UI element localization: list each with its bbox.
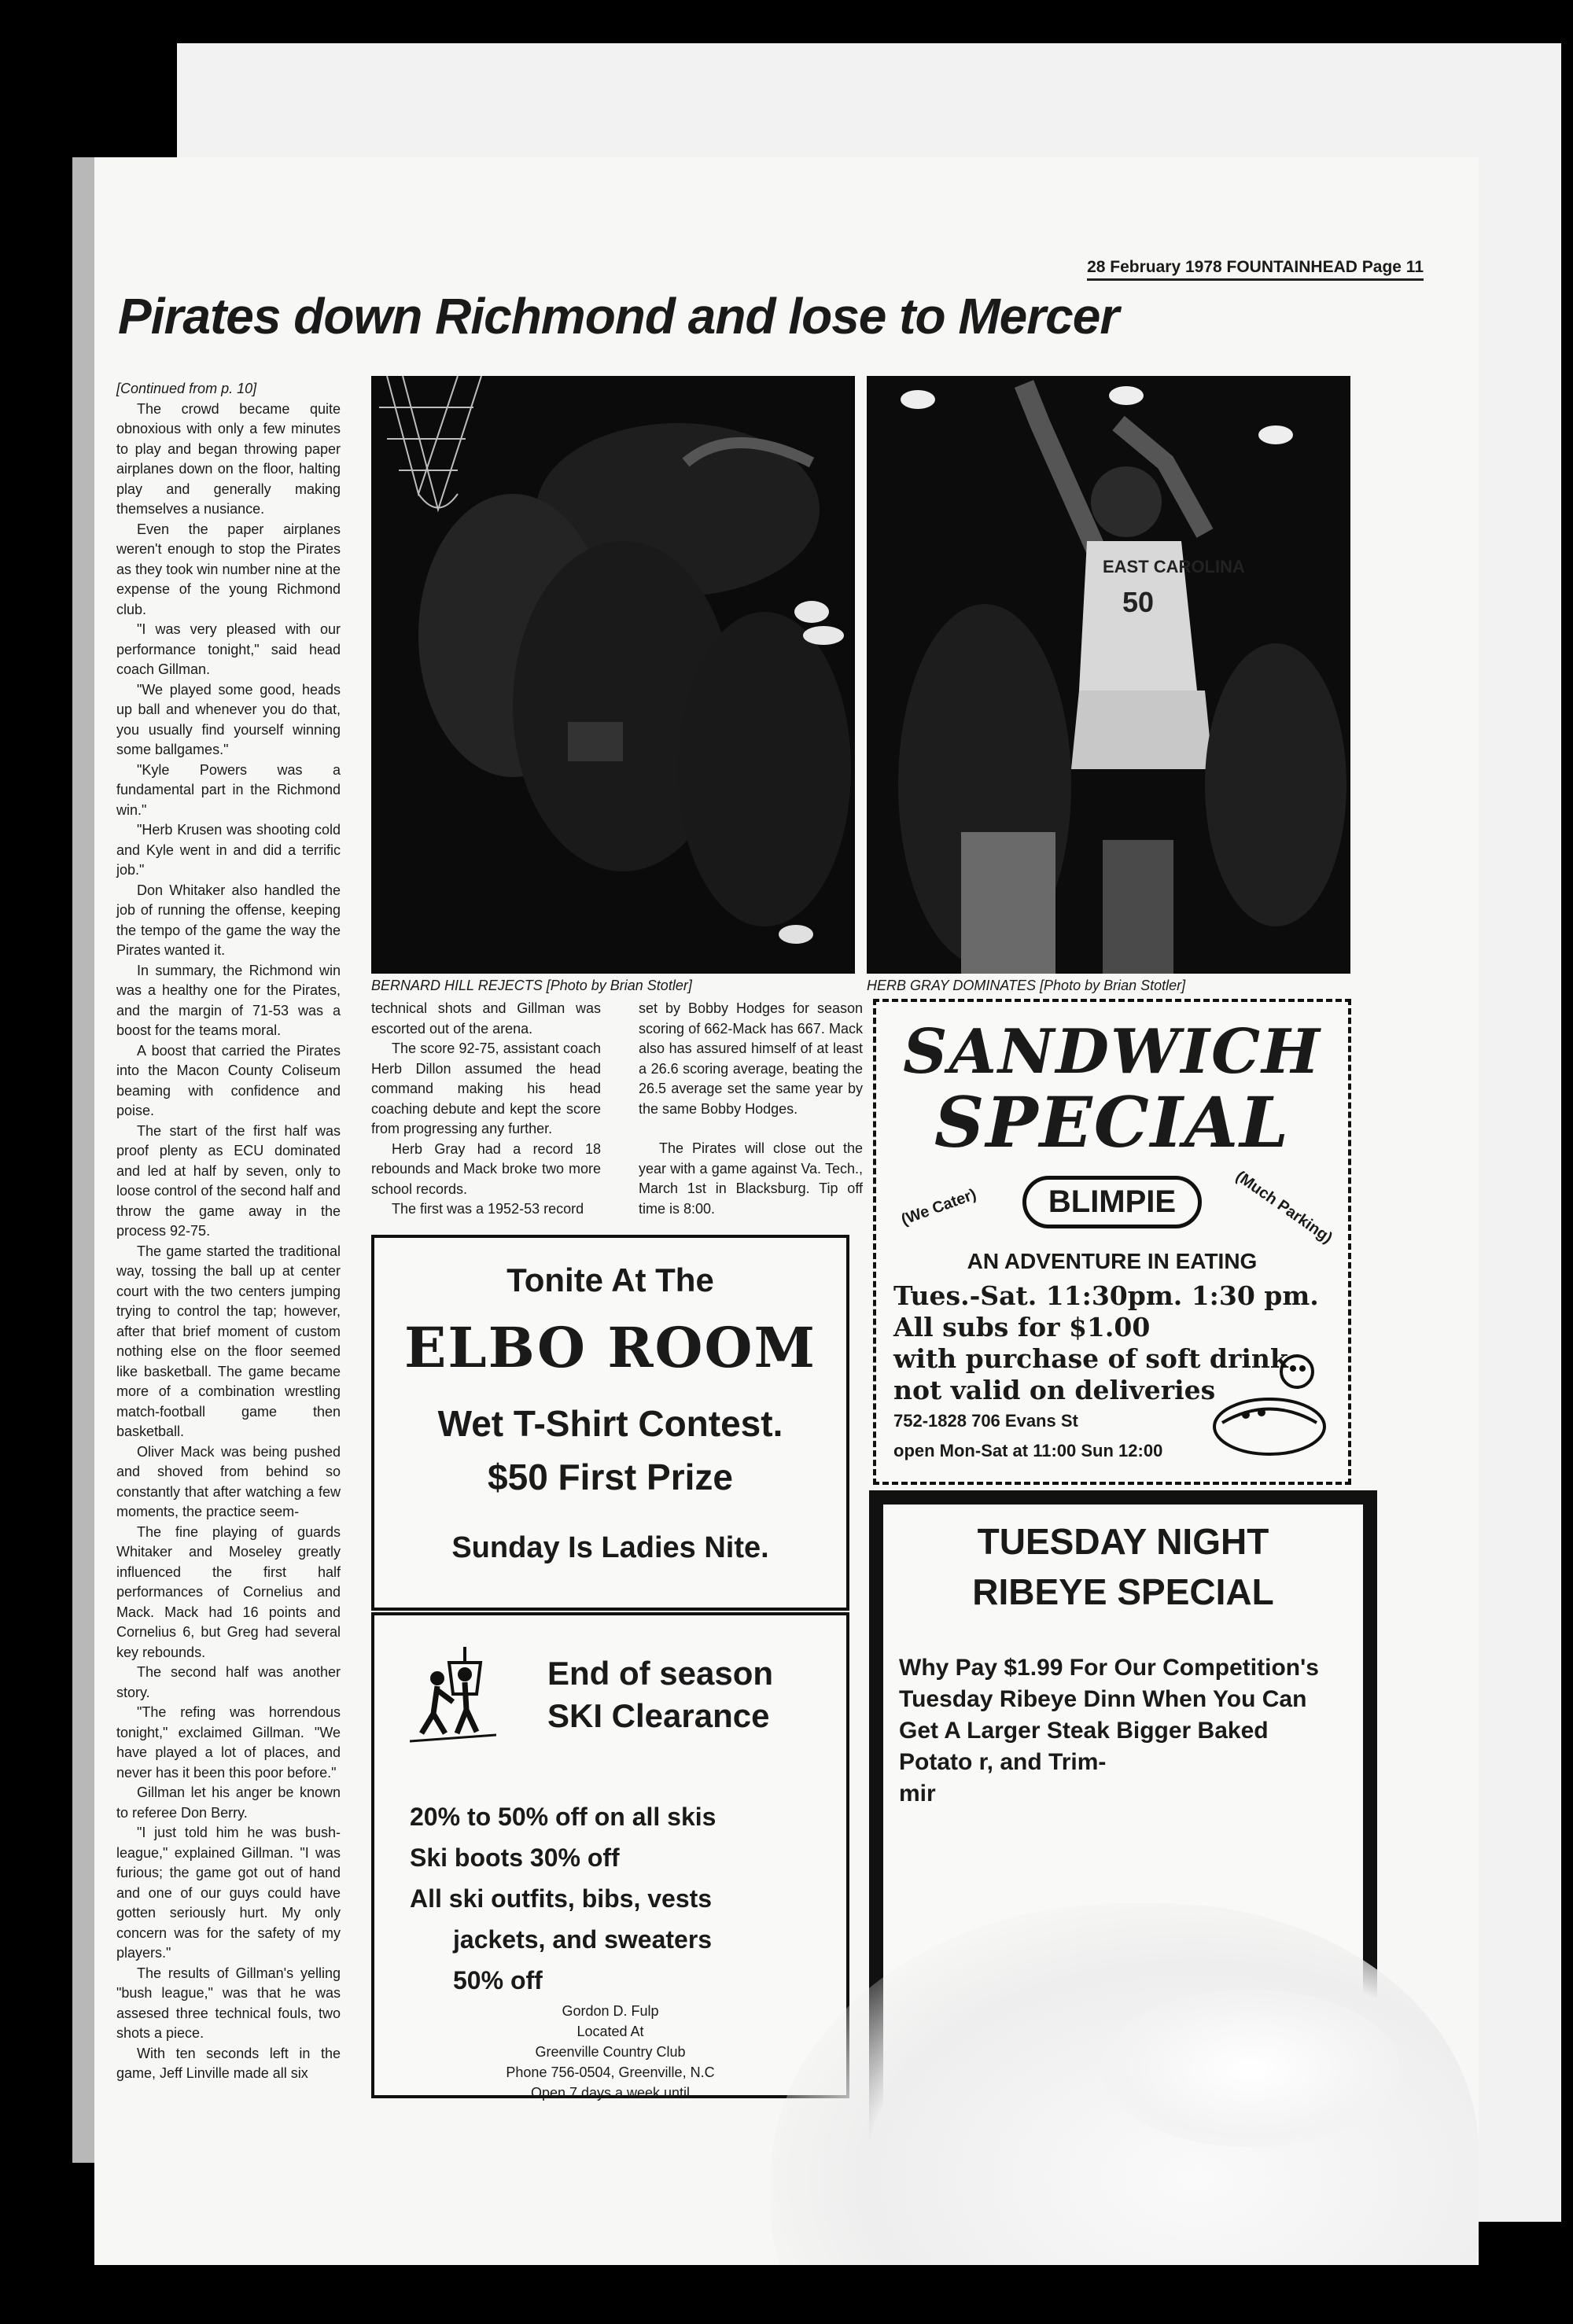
hand-overlay-highlight [1101,1990,1400,2147]
ad-tagline: AN ADVENTURE IN EATING [967,1249,1258,1273]
dateline: 28 February 1978 FOUNTAINHEAD Page 11 [1087,258,1424,281]
paragraph: "Herb Krusen was shooting cold and Kyle went in and did a terrific job." [116,822,341,878]
paragraph: Gillman let his anger be known to referee Don Berry. [116,1784,341,1821]
ad-body: Tuesday Ribeye Dinn When You Can [899,1686,1307,1712]
page-edge [72,157,94,2163]
ad-contact: Greenville Country Club [535,2044,686,2060]
ad-offer: with purchase of soft drink [893,1343,1288,1374]
photo-caption-left: BERNARD HILL REJECTS [Photo by Brian Stotler] [371,978,692,993]
ad-item: 20% to 50% off on all skis [410,1803,717,1831]
ad-body: mir [899,1781,936,1807]
ad-line: Sunday Is Ladies Nite. [451,1531,769,1564]
paragraph: The first was a 1952-53 record [392,1201,584,1217]
jersey-text: EAST CAROLINA [1103,557,1245,576]
ski-lift-icon [410,1647,496,1749]
ad-contact: Phone 756-0504, Greenville, N.C [506,2064,715,2080]
basketball-photo-left [371,376,855,974]
ad-offer: All subs for $1.00 [893,1312,1151,1342]
paragraph: Don Whitaker also handled the job of running the offense, keeping the tempo of the game the way the Pirates wanted it. [116,882,341,958]
page-title: Pirates down Richmond and lose to Mercer [118,288,1119,344]
jersey-number: 50 [1122,586,1155,618]
ad-line: $50 First Prize [488,1457,733,1497]
ad-body: Get A Larger Steak Bigger Baked [899,1718,1269,1744]
paragraph: The crowd became quite obnoxious with only a few minutes to play and began throwing paper airplanes down on the floor, halting play and generally making themselves a nusiance. [116,400,341,517]
paragraph: The results of Gillman's yelling "bush league," was that he was assesed three technical fouls, two shots a piece. [116,1965,341,2041]
ad-tag: (Much Parking) [1232,1167,1335,1247]
paragraph: "The refing was horrendous tonight," exclaimed Gillman. "We have played a lot of places, and never has it been this poor before." [116,1704,341,1781]
paragraph: Oliver Mack was being pushed and shoved from behind so constantly that after watching a few moments, the practice seem- [116,1443,341,1519]
ski-clearance-ad [371,1612,849,2101]
paragraph: The second half was another story. [116,1664,341,1700]
paragraph: Even the paper airplanes weren't enough to stop the Pirates as they took win number nine at the expense of the young Richmond club. [116,521,341,617]
ad-title: SKI Clearance [547,1697,770,1734]
paragraph: A boost that carried the Pirates into the Macon County Coliseum beaming with confidence and poise. [116,1042,341,1118]
sandwich-special-ad [873,999,1351,1485]
paragraph: The start of the first half was proof plenty as ECU dominated and led at half by seven, only to loose control of the second half and throw the game away in the process 92-75. [116,1122,341,1239]
ad-body: Potato r, and Trim- [899,1749,1107,1775]
venue-logo: ELBO ROOM [404,1315,816,1380]
paragraph: technical shots and Gillman was escorted out of the arena. [371,1000,601,1037]
article-column-2 [371,999,601,1220]
basketball-photo-right [867,376,1350,974]
ad-title: RIBEYE SPECIAL [972,1571,1274,1612]
ad-hours: Tues.-Sat. 11:30pm. 1:30 pm. [893,1280,1319,1311]
ad-tag: (We Cater) [899,1185,979,1229]
paragraph: "I just told him he was bush-league," explained Gillman. "I was furious; the game got out of hand and one of our guys could have gotten seriously hurt. My only concern was for the safety of my players." [116,1825,341,1961]
paragraph: In summary, the Richmond win was a healthy one for the Pirates, and the margin of 71-53 was a boost for the teams moral. [116,962,341,1038]
ad-item: All ski outfits, bibs, vests [410,1884,713,1913]
paragraph: set by Bobby Hodges for season scoring of 662-Mack has 667. Mack also has assured himself of at least a 26.6 scoring average, beating the 26.5 average set the same year by the same Bobby Hodges. [639,1000,863,1117]
ad-line: Wet T-Shirt Contest. [437,1403,783,1444]
article-column-3 [639,999,863,1219]
paragraph: Herb Gray had a record 18 rebounds and Mack broke two more school records. [371,1140,601,1197]
photo-herb-gray [867,376,1350,974]
paragraph: The score 92-75, assistant coach Herb Dillon assumed the head command making his head coaching debute and kept the score from progressing any further. [371,1040,601,1136]
ad-item: Ski boots 30% off [410,1843,620,1872]
paragraph: The game started the traditional way, tossing the ball up at center court with the two centers jumping trying to control the tap; however, after that brief moment of custom nothing else on the floor seemed like basketball. The game became more of a combination wrestling match-football game then basketball. [116,1243,341,1439]
blimpie-logo: BLIMPIE [1022,1176,1202,1228]
photo-caption-right: HERB GRAY DOMINATES [Photo by Brian Stotler] [867,978,1186,993]
elbo-room-ad [371,1235,849,1611]
sandwich-mascot-icon [1206,1340,1332,1466]
ad-title: SANDWICH [903,1016,1321,1088]
ad-title: End of season [547,1655,774,1692]
ad-contact: Gordon D. Fulp [562,2003,659,2019]
ad-title: TUESDAY NIGHT [977,1521,1269,1562]
newspaper-page [94,157,1479,2265]
ad-contact: Located At [577,2024,644,2039]
paragraph: The fine playing of guards Whitaker and Moseley greatly influenced the first half performances of Cornelius and Mack. Mack had 16 points and Cornelius 6, but Greg had several key rebounds. [116,1523,341,1660]
ad-contact: Open 7 days a week until [530,2085,691,2101]
ad-body: Why Pay $1.99 For Our Competition's [899,1655,1319,1681]
article-column-1 [116,379,341,2084]
ad-line: Tonite At The [507,1261,714,1298]
photo-bernard-hill [371,376,855,974]
paragraph: "I was very pleased with our performance tonight," said head coach Gillman. [116,621,341,677]
paragraph: The Pirates will close out the year with a game against Va. Tech., March 1st in Blacksburg. Tip off time is 8:00. [639,1140,863,1217]
ad-open-hours: open Mon-Sat at 11:00 Sun 12:00 [893,1441,1163,1460]
ad-address: 752-1828 706 Evans St [893,1411,1078,1431]
continued-note: [Continued from p. 10] [116,381,257,396]
paragraph: With ten seconds left in the game, Jeff Linville made all six [116,2045,341,2081]
ad-offer: not valid on deliveries [893,1375,1216,1405]
paragraph: "We played some good, heads up ball and whenever you do that, you usually find yourself winning some ballgames." [116,681,341,757]
ad-title: SPECIAL [934,1081,1291,1163]
ad-item: jackets, and sweaters [453,1925,713,1954]
paragraph: "Kyle Powers was a fundamental part in the Richmond win." [116,761,341,818]
ad-item: 50% off [453,1966,543,1994]
